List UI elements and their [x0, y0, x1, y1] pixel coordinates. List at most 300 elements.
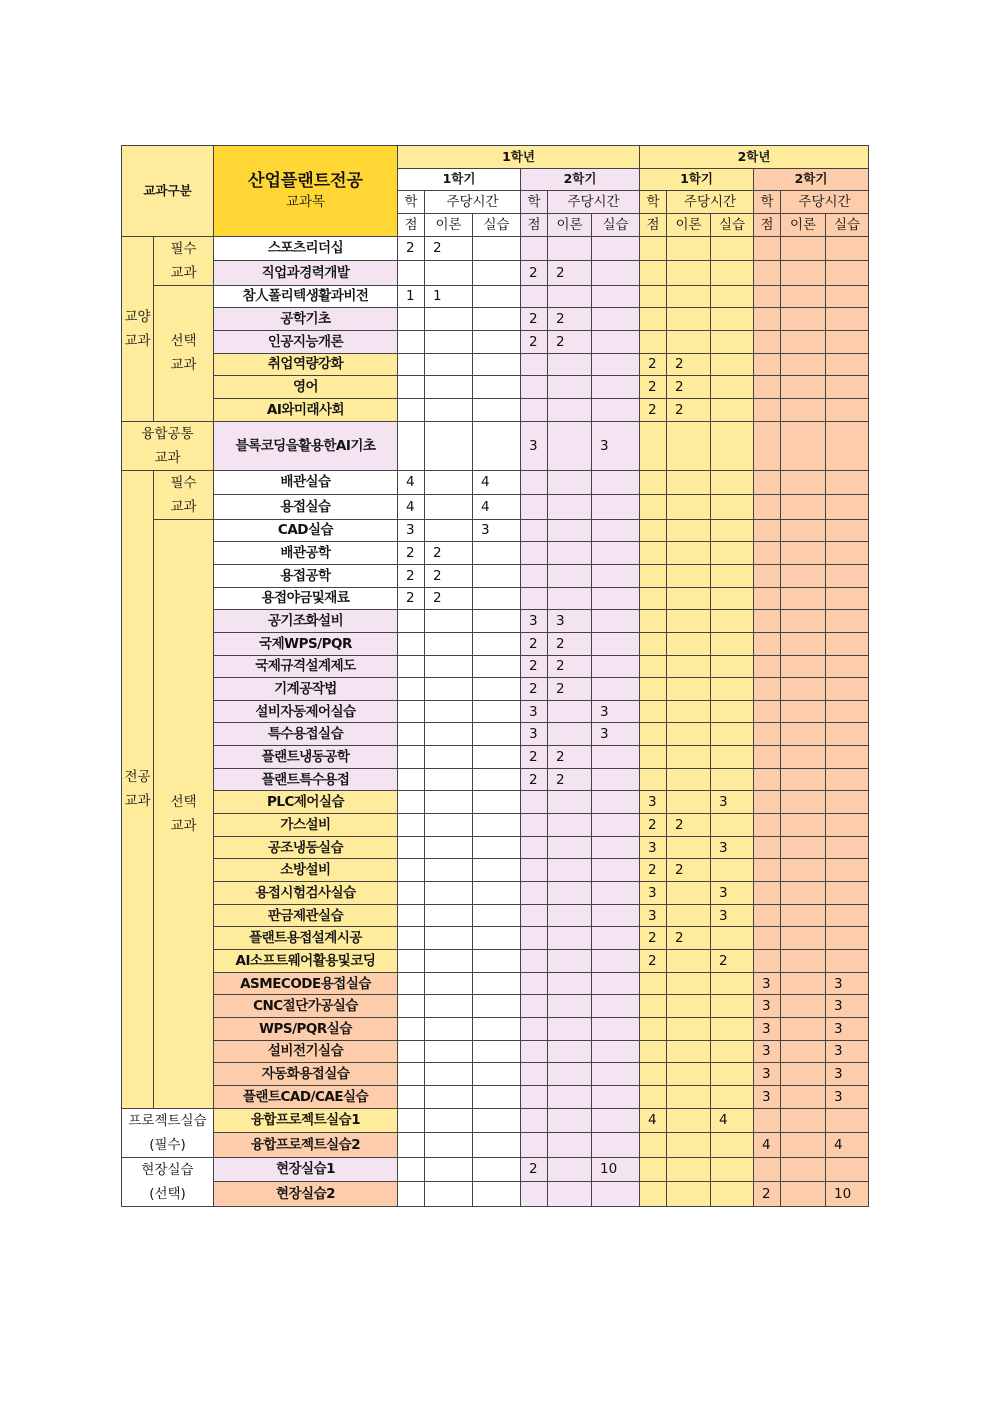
course-row: [122, 927, 869, 950]
practice-cell: [826, 285, 869, 308]
practice-cell: [592, 814, 640, 837]
theory-cell: [667, 421, 711, 470]
practice-cell: [826, 470, 869, 495]
practice-cell: [473, 995, 521, 1018]
credit-cell: 3: [640, 791, 667, 814]
theory-cell: [425, 632, 473, 655]
practice-cell: 3: [826, 995, 869, 1018]
course-row: [122, 285, 869, 308]
credit-cell: 3: [521, 610, 548, 633]
theory-cell: [548, 882, 592, 905]
practice-cell: [711, 610, 754, 633]
group-project: 프로젝트실습 (필수): [122, 1108, 214, 1157]
course-row: [122, 950, 869, 973]
credit-cell: [521, 1133, 548, 1158]
practice-cell: [473, 1040, 521, 1063]
theory-cell: 2: [548, 768, 592, 791]
theory-cell: [781, 330, 826, 353]
credit-cell: [398, 859, 425, 882]
theory-cell: [667, 1040, 711, 1063]
practice-cell: [473, 308, 521, 331]
practice-cell: [826, 746, 869, 769]
practice-cell: [592, 972, 640, 995]
course-row: [122, 236, 869, 261]
credit-cell: 3: [521, 421, 548, 470]
y1-sem2-header: 2학기: [521, 168, 640, 191]
year1-header: 1학년: [398, 146, 640, 169]
theory-cell: [425, 995, 473, 1018]
practice-cell: [473, 1063, 521, 1086]
credit-cell: [398, 791, 425, 814]
credit-cell: [640, 1133, 667, 1158]
credit-cell: [398, 972, 425, 995]
practice-cell: [826, 376, 869, 399]
practice-cell: [711, 398, 754, 421]
course-row: [122, 1018, 869, 1041]
practice-cell: 10: [826, 1182, 869, 1207]
credit-cell: [521, 950, 548, 973]
practice-cell: [711, 308, 754, 331]
practice-cell: [592, 587, 640, 610]
theory-cell: [548, 859, 592, 882]
practice-cell: [826, 768, 869, 791]
theory-label: 이론: [667, 213, 711, 236]
practice-cell: 2: [711, 950, 754, 973]
practice-cell: [473, 1182, 521, 1207]
credit-cell: [754, 610, 781, 633]
course-row: [122, 519, 869, 542]
theory-cell: [667, 610, 711, 633]
credit-cell: [754, 398, 781, 421]
credit-cell: [521, 542, 548, 565]
theory-cell: [548, 1133, 592, 1158]
credit-cell: [640, 678, 667, 701]
credit-cell: [754, 655, 781, 678]
practice-cell: 3: [711, 882, 754, 905]
practice-cell: [592, 495, 640, 520]
course-name: 공학기초: [214, 308, 398, 331]
practice-cell: 4: [711, 1108, 754, 1133]
practice-cell: [473, 587, 521, 610]
course-name: WPS/PQR실습: [214, 1018, 398, 1041]
practice-cell: [711, 376, 754, 399]
practice-cell: [826, 398, 869, 421]
credit-cell: [521, 470, 548, 495]
theory-cell: [667, 1182, 711, 1207]
theory-cell: [425, 1040, 473, 1063]
credit-cell: 2: [521, 678, 548, 701]
credit-cell: 2: [640, 927, 667, 950]
course-name: 영어: [214, 376, 398, 399]
theory-cell: [667, 308, 711, 331]
practice-cell: [711, 632, 754, 655]
course-row: [122, 495, 869, 520]
credit-cell: [398, 655, 425, 678]
practice-cell: [826, 421, 869, 470]
credit-cell: [640, 261, 667, 286]
theory-cell: [667, 495, 711, 520]
theory-cell: [781, 746, 826, 769]
course-row: [122, 1182, 869, 1207]
credit-cell: [398, 353, 425, 376]
practice-cell: [592, 746, 640, 769]
credit-cell: [640, 470, 667, 495]
theory-cell: [667, 1063, 711, 1086]
theory-cell: [667, 236, 711, 261]
theory-cell: [425, 700, 473, 723]
credit-cell: [754, 904, 781, 927]
theory-cell: [425, 655, 473, 678]
credit-cell: [398, 308, 425, 331]
practice-cell: [711, 927, 754, 950]
practice-cell: [592, 1040, 640, 1063]
major-header: [214, 146, 398, 237]
practice-cell: [826, 723, 869, 746]
credit-cell: [398, 768, 425, 791]
practice-cell: [826, 700, 869, 723]
practice-cell: 3: [592, 723, 640, 746]
credit-cell: [640, 308, 667, 331]
theory-cell: [667, 791, 711, 814]
credit-cell: 2: [640, 376, 667, 399]
credit-cell: 2: [521, 1157, 548, 1182]
credit-cell: [640, 495, 667, 520]
theory-cell: [667, 285, 711, 308]
theory-cell: [781, 814, 826, 837]
theory-cell: 2: [548, 678, 592, 701]
practice-cell: [826, 904, 869, 927]
major-title: 산업플랜트전공: [248, 170, 363, 191]
practice-cell: [473, 632, 521, 655]
practice-cell: [473, 950, 521, 973]
theory-cell: [425, 398, 473, 421]
credit-top-label: 학: [640, 191, 667, 214]
theory-cell: [781, 1063, 826, 1086]
theory-cell: 2: [425, 587, 473, 610]
theory-cell: [425, 814, 473, 837]
theory-cell: [781, 1018, 826, 1041]
course-name: 공조냉동실습: [214, 836, 398, 859]
credit-cell: [640, 632, 667, 655]
credit-cell: [521, 1018, 548, 1041]
theory-cell: [781, 1133, 826, 1158]
theory-cell: [781, 1182, 826, 1207]
practice-cell: [473, 421, 521, 470]
practice-label: 실습: [711, 213, 754, 236]
practice-cell: [473, 904, 521, 927]
credit-cell: [754, 261, 781, 286]
credit-cell: [398, 330, 425, 353]
theory-cell: [667, 564, 711, 587]
credit-cell: [398, 882, 425, 905]
credit-cell: [398, 950, 425, 973]
practice-label: 실습: [473, 213, 521, 236]
credit-cell: [754, 927, 781, 950]
course-name: 인공지능개론: [214, 330, 398, 353]
theory-cell: [781, 376, 826, 399]
practice-cell: [473, 700, 521, 723]
practice-cell: [473, 814, 521, 837]
theory-cell: 2: [548, 330, 592, 353]
credit-cell: [640, 1040, 667, 1063]
theory-cell: [425, 519, 473, 542]
credit-cell: 3: [640, 836, 667, 859]
theory-cell: [548, 285, 592, 308]
course-name: 소방설비: [214, 859, 398, 882]
credit-top-label: 학: [398, 191, 425, 214]
credit-cell: [398, 1085, 425, 1108]
course-name: 현장실습2: [214, 1182, 398, 1207]
theory-label: 이론: [425, 213, 473, 236]
practice-cell: [473, 1108, 521, 1133]
theory-cell: [781, 308, 826, 331]
practice-cell: 3: [592, 700, 640, 723]
credit-cell: 1: [398, 285, 425, 308]
credit-cell: 2: [640, 814, 667, 837]
credit-cell: [640, 564, 667, 587]
practice-cell: [592, 564, 640, 587]
credit-cell: 3: [754, 1085, 781, 1108]
credit-cell: [398, 814, 425, 837]
practice-cell: [592, 927, 640, 950]
practice-cell: [711, 285, 754, 308]
course-row: [122, 972, 869, 995]
theory-cell: [425, 678, 473, 701]
credit-cell: [398, 723, 425, 746]
credit-cell: 2: [640, 353, 667, 376]
theory-cell: [548, 353, 592, 376]
course-row: [122, 470, 869, 495]
course-name: 국제WPS/PQR: [214, 632, 398, 655]
credit-cell: [398, 1063, 425, 1086]
credit-cell: [640, 655, 667, 678]
theory-cell: [667, 261, 711, 286]
year2-header: 2학년: [640, 146, 869, 169]
practice-cell: [826, 1157, 869, 1182]
credit-cell: [521, 285, 548, 308]
credit-cell: [754, 768, 781, 791]
theory-cell: 2: [667, 376, 711, 399]
theory-cell: [548, 376, 592, 399]
theory-cell: [781, 904, 826, 927]
credit-cell: [640, 285, 667, 308]
course-name: 특수용접실습: [214, 723, 398, 746]
practice-cell: [826, 353, 869, 376]
practice-cell: [711, 330, 754, 353]
credit-cell: [398, 1108, 425, 1133]
practice-cell: [592, 376, 640, 399]
group-major-required: 필수 교과: [154, 470, 214, 519]
course-row: [122, 610, 869, 633]
theory-cell: [548, 398, 592, 421]
course-row: [122, 678, 869, 701]
theory-cell: 3: [548, 610, 592, 633]
practice-cell: [711, 470, 754, 495]
course-row: [122, 904, 869, 927]
practice-cell: 3: [592, 421, 640, 470]
credit-cell: [521, 564, 548, 587]
practice-cell: [711, 495, 754, 520]
theory-cell: [548, 1157, 592, 1182]
theory-cell: [425, 950, 473, 973]
theory-cell: [667, 950, 711, 973]
credit-cell: 3: [754, 1040, 781, 1063]
practice-cell: [592, 542, 640, 565]
theory-cell: [548, 421, 592, 470]
credit-cell: [521, 1085, 548, 1108]
practice-cell: [473, 353, 521, 376]
practice-cell: [592, 791, 640, 814]
weekly-hours-label: 주당시간: [781, 191, 869, 214]
course-row: [122, 308, 869, 331]
theory-cell: [781, 632, 826, 655]
credit-cell: [640, 1157, 667, 1182]
theory-cell: [425, 1063, 473, 1086]
theory-cell: [781, 1040, 826, 1063]
theory-cell: [425, 723, 473, 746]
theory-cell: [425, 791, 473, 814]
credit-cell: 4: [398, 470, 425, 495]
credit-cell: [754, 519, 781, 542]
theory-cell: [548, 927, 592, 950]
credit-cell: [521, 972, 548, 995]
theory-cell: [781, 972, 826, 995]
theory-cell: [667, 995, 711, 1018]
practice-cell: [826, 859, 869, 882]
course-name: CNC절단가공실습: [214, 995, 398, 1018]
theory-cell: [781, 285, 826, 308]
theory-cell: [667, 700, 711, 723]
credit-cell: [754, 814, 781, 837]
practice-cell: [473, 236, 521, 261]
course-name: PLC제어실습: [214, 791, 398, 814]
course-row: [122, 564, 869, 587]
practice-cell: [826, 814, 869, 837]
course-row: [122, 376, 869, 399]
theory-cell: [781, 564, 826, 587]
practice-cell: [826, 836, 869, 859]
practice-cell: [711, 542, 754, 565]
credit-cell: 2: [521, 746, 548, 769]
course-row: [122, 746, 869, 769]
credit-cell: 4: [754, 1133, 781, 1158]
theory-cell: [425, 421, 473, 470]
credit-cell: [754, 836, 781, 859]
course-row: [122, 723, 869, 746]
theory-cell: [548, 814, 592, 837]
course-name: 기계공작법: [214, 678, 398, 701]
course-row: [122, 814, 869, 837]
theory-cell: [425, 1018, 473, 1041]
credit-cell: 2: [398, 542, 425, 565]
credit-cell: [754, 308, 781, 331]
credit-cell: [754, 376, 781, 399]
practice-cell: [473, 678, 521, 701]
practice-cell: [592, 632, 640, 655]
credit-cell: [521, 236, 548, 261]
theory-cell: [781, 1157, 826, 1182]
credit-cell: 2: [521, 655, 548, 678]
theory-cell: 2: [548, 261, 592, 286]
credit-cell: 2: [640, 859, 667, 882]
course-row: [122, 1085, 869, 1108]
credit-cell: [754, 495, 781, 520]
credit-cell: [640, 519, 667, 542]
practice-cell: [473, 746, 521, 769]
theory-cell: [425, 261, 473, 286]
practice-cell: [592, 768, 640, 791]
theory-cell: [781, 542, 826, 565]
course-name: 설비전기실습: [214, 1040, 398, 1063]
theory-cell: 2: [425, 236, 473, 261]
theory-cell: 1: [425, 285, 473, 308]
course-row: [122, 1133, 869, 1158]
practice-cell: [473, 1133, 521, 1158]
course-row: [122, 836, 869, 859]
theory-cell: [781, 610, 826, 633]
practice-cell: [592, 655, 640, 678]
credit-cell: [521, 791, 548, 814]
theory-cell: [781, 791, 826, 814]
practice-cell: [473, 882, 521, 905]
theory-cell: [548, 1085, 592, 1108]
theory-cell: [425, 768, 473, 791]
practice-cell: [826, 261, 869, 286]
credit-cell: [398, 1040, 425, 1063]
y1-sem1-header: 1학기: [398, 168, 521, 191]
theory-cell: [548, 723, 592, 746]
practice-cell: [473, 1018, 521, 1041]
theory-cell: [425, 859, 473, 882]
credit-cell: [398, 1157, 425, 1182]
practice-cell: [592, 859, 640, 882]
curriculum-body: [122, 236, 869, 1206]
credit-cell: [754, 421, 781, 470]
credit-cell: [398, 610, 425, 633]
practice-cell: [473, 376, 521, 399]
practice-cell: [711, 587, 754, 610]
practice-cell: [826, 542, 869, 565]
course-name: 가스설비: [214, 814, 398, 837]
theory-cell: [548, 950, 592, 973]
credit-cell: 2: [521, 261, 548, 286]
practice-cell: [826, 655, 869, 678]
practice-cell: [473, 564, 521, 587]
practice-cell: 3: [826, 1085, 869, 1108]
practice-cell: [826, 610, 869, 633]
theory-cell: [781, 859, 826, 882]
practice-cell: [592, 308, 640, 331]
course-name: 융합프로젝트실습1: [214, 1108, 398, 1133]
practice-cell: [826, 927, 869, 950]
course-name: 취업역량강화: [214, 353, 398, 376]
practice-cell: [826, 632, 869, 655]
credit-cell: [521, 814, 548, 837]
credit-cell: [398, 1182, 425, 1207]
theory-cell: [667, 470, 711, 495]
credit-cell: [398, 678, 425, 701]
group-major: 전공 교과: [122, 470, 154, 1108]
practice-cell: [711, 995, 754, 1018]
theory-cell: [548, 904, 592, 927]
credit-cell: [521, 1063, 548, 1086]
theory-cell: [667, 904, 711, 927]
course-row: [122, 768, 869, 791]
credit-cell: 2: [521, 768, 548, 791]
credit-bottom-label: 점: [398, 213, 425, 236]
practice-cell: [592, 1182, 640, 1207]
theory-label: 이론: [548, 213, 592, 236]
